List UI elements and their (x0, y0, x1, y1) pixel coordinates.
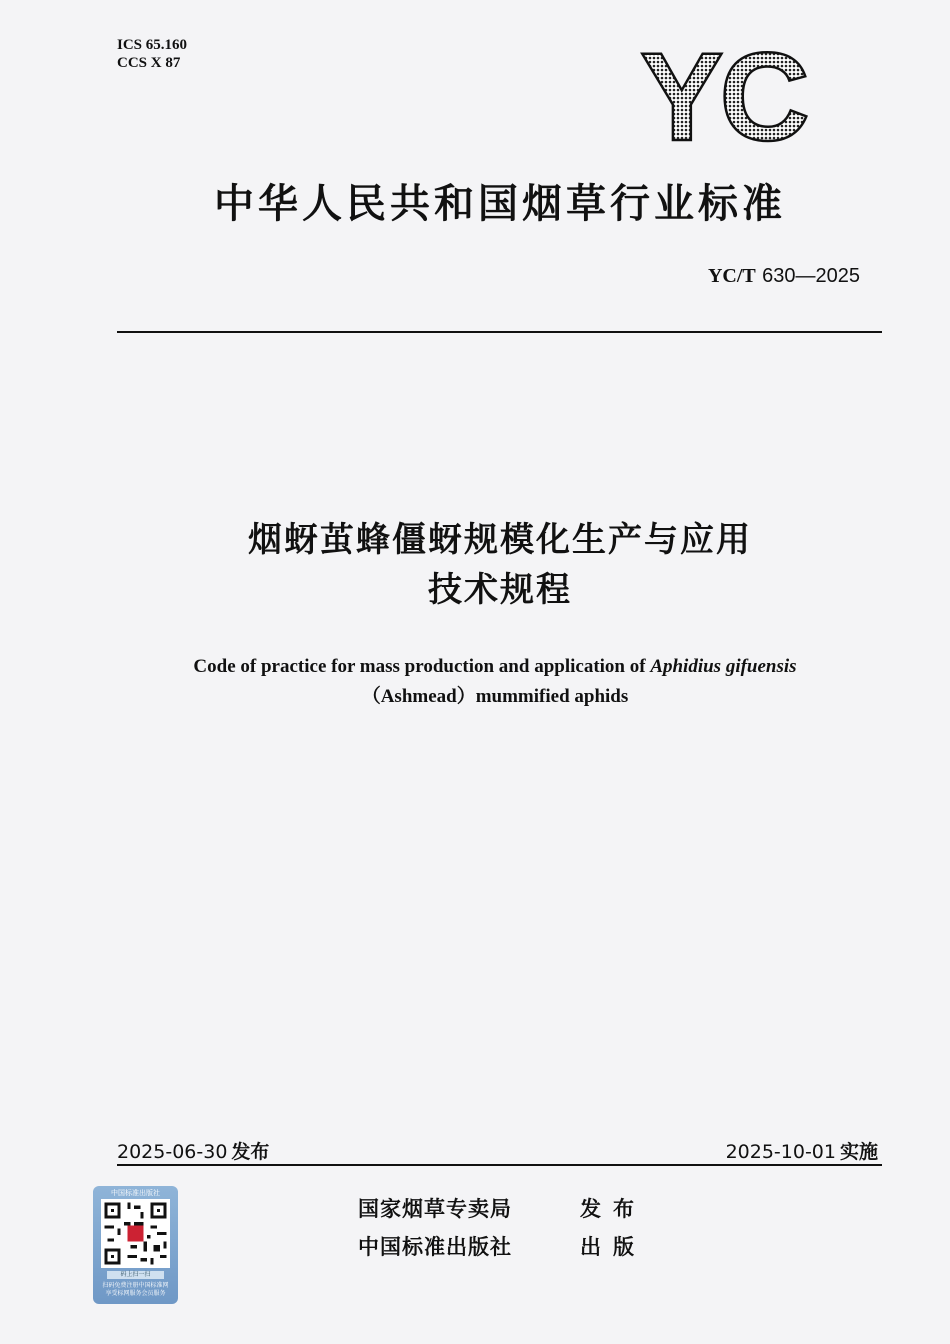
english-title (0, 652, 950, 712)
english-title-line-1 (0, 652, 950, 682)
ccs-code: CCS X 87 (117, 55, 181, 71)
issue-date-value: 2025-06-30 (117, 1141, 228, 1163)
publisher-org: 国家烟草专卖局 (358, 1197, 512, 1221)
qr-code-icon[interactable] (101, 1199, 170, 1268)
qr-code-card[interactable] (93, 1186, 178, 1304)
classification-codes (117, 36, 187, 72)
qr-card-footer-line-2: 享受标网服务会员服务 (105, 1290, 166, 1297)
standard-number (708, 263, 860, 288)
chinese-title-line-2: 技术规程 (428, 570, 572, 610)
publisher-org: 中国标准出版社 (358, 1235, 512, 1259)
publishers (358, 1190, 646, 1266)
standard-number-value: 630—2025 (762, 265, 860, 287)
qr-card-header: 中国标准出版社 (111, 1189, 160, 1197)
issue-date-label: 发布 (231, 1141, 270, 1163)
implementation-date (726, 1137, 878, 1164)
chinese-title (0, 515, 950, 615)
standard-category-title: 中华人民共和国烟草行业标准 (214, 181, 786, 227)
issue-date (117, 1137, 269, 1164)
implementation-date-value: 2025-10-01 (725, 1141, 836, 1163)
publisher-action: 出版 (580, 1235, 646, 1259)
publisher-row (358, 1190, 646, 1228)
qr-card-footer-line-1: 扫码免费注册中国标准网 (102, 1282, 169, 1289)
yc-logo-icon (628, 40, 818, 150)
svg-text:YC: YC (640, 40, 806, 150)
implementation-date-label: 实施 (839, 1141, 878, 1163)
english-title-line-2: （Ashmead）mummified aphids (361, 686, 629, 707)
top-divider (117, 331, 882, 333)
qr-card-ribbon: 码上扫一扫 (107, 1271, 164, 1279)
english-title-species: Aphidius gifuensis (650, 656, 797, 677)
english-title-text: Code of practice for mass production and application of (193, 656, 651, 677)
chinese-title-line-1: 烟蚜茧蜂僵蚜规模化生产与应用 (248, 520, 752, 560)
publisher-action: 发布 (580, 1197, 646, 1221)
ics-code: ICS 65.160 (117, 37, 188, 53)
publisher-row (358, 1228, 646, 1266)
qr-card-footer (95, 1282, 176, 1298)
standard-number-prefix: YC/T (707, 265, 756, 287)
bottom-divider (117, 1164, 882, 1166)
